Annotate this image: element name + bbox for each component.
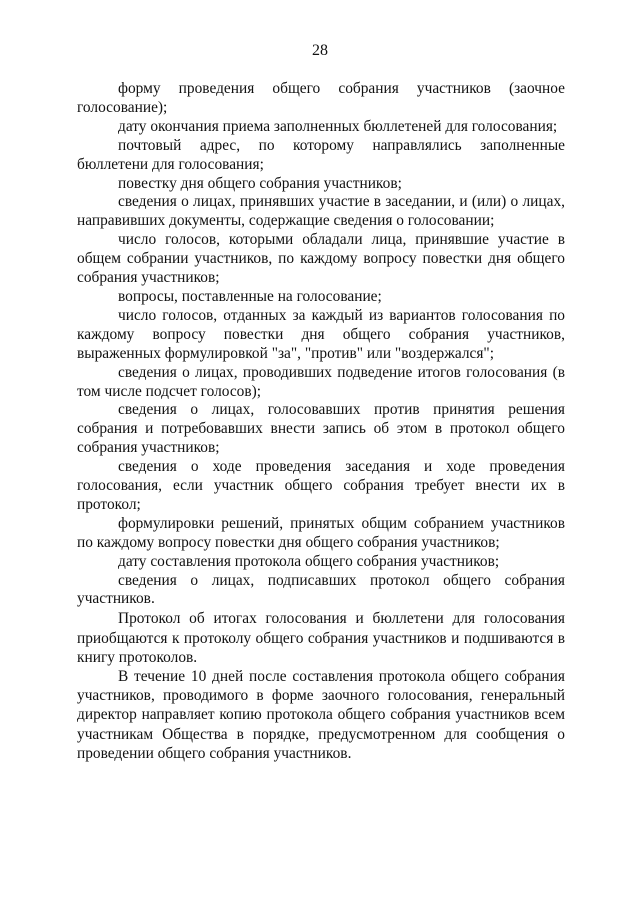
paragraph-meeting-progress: сведения о ходе проведения заседания и ходе проведения голосования, если участник общего собрания требует внести их в протокол; — [77, 458, 565, 513]
paragraph-minutes-distribution: В течение 10 дней после составления протокола общего собрания участников, проводимого в форме заочного голосования, генеральный директор направляет копию протокола общего собрания участников всем участникам Общества в порядке, предусмотренном для сообщения о проведении общего собрания участников. — [77, 667, 565, 762]
paragraph-ballots-attached: Протокол об итогах голосования и бюллетени для голосования приобщаются к протоколу общего собрания участников и подшиваются в книгу протоколов. — [77, 610, 565, 666]
paragraph-minutes-date: дату составления протокола общего собрания участников; — [118, 552, 500, 570]
paragraph-decisions: формулировки решений, принятых общим собранием участников по каждому вопросу повестки дня общего собрания участников; — [77, 514, 565, 551]
paragraph-postal-address: почтовый адрес, по которому направлялись заполненные бюллетени для голосования; — [77, 136, 565, 173]
paragraph-vote-counters: сведения о лицах, проводивших подведение итогов голосования (в том числе подсчет голосов); — [77, 363, 565, 400]
paragraph-participants-info: сведения о лицах, принявших участие в заседании, и (или) о лицах, направивших документы, содержащие сведения о голосовании; — [77, 193, 565, 230]
paragraph-votes-cast: число голосов, отданных за каждый из вариантов голосования по каждому вопросу повестки дня общего собрания участников, выраженных формулировкой "за", "против" или "воздержался"; — [77, 306, 565, 362]
paragraph-ballot-deadline: дату окончания приема заполненных бюллетеней для голосования; — [118, 117, 558, 135]
paragraph-agenda: повестку дня общего собрания участников; — [118, 174, 402, 192]
paragraph-dissenters: сведения о лицах, голосовавших против принятия решения собрания и потребовавших внести запись об этом в протокол общего собрания участников; — [77, 401, 565, 457]
paragraph-signatories: сведения о лицах, подписавших протокол общего собрания участников. — [77, 571, 565, 608]
paragraph-questions: вопросы, поставленные на голосование; — [118, 287, 382, 305]
paragraph-votes-held: число голосов, которыми обладали лица, принявшие участие в общем собрании участников, по каждому вопросу повестки дня общего собрания участников; — [77, 231, 565, 287]
page-number: 28 — [312, 42, 328, 59]
paragraph-voting-form: форму проведения общего собрания участников (заочное голосование); — [77, 80, 565, 116]
document-body — [77, 80, 565, 763]
